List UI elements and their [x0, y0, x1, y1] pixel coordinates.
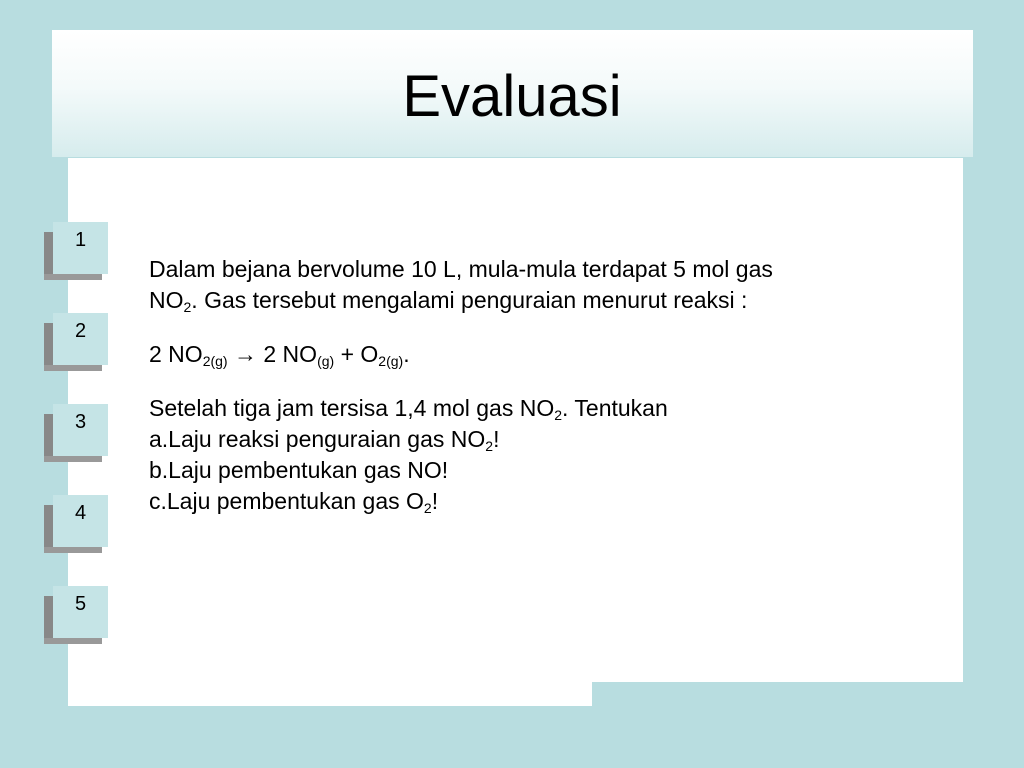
nav-shadow [44, 505, 53, 553]
question-c: c.Laju pembentukan gas $O_2$! [149, 488, 439, 516]
nav-box[interactable] [53, 495, 108, 547]
nav-shadow [44, 456, 102, 462]
nav-box[interactable] [53, 586, 108, 638]
content-panel-extension [68, 660, 592, 706]
nav-label: 2 [74, 320, 87, 342]
nav-box[interactable] [53, 222, 108, 274]
nav-label: 4 [74, 502, 87, 524]
nav-box[interactable] [53, 313, 108, 365]
slide-title: Evaluasi [402, 64, 622, 129]
question-a: a.Laju reaksi penguraian gas $NO_2$! [149, 426, 500, 454]
nav-label: 1 [74, 229, 87, 251]
reaction-equation: 2 $NO_{2(g)} \to 2$ $NO_{(g)} + O_{2(g)}$. [149, 341, 410, 369]
problem-intro-line-2: $NO_2$. Gas tersebut mengalami penguraian menurut reaksi : [149, 287, 748, 315]
nav-box[interactable] [53, 404, 108, 456]
nav-shadow [44, 414, 53, 462]
nav-item-4[interactable] [44, 495, 108, 553]
problem-text [149, 254, 949, 517]
nav-shadow [44, 596, 53, 644]
nav-shadow [44, 547, 102, 553]
nav-label: 3 [74, 411, 87, 433]
arrow-icon: → [233, 341, 257, 367]
nav-label: 5 [74, 593, 87, 615]
nav-shadow [44, 232, 53, 280]
nav-item-2[interactable] [44, 313, 108, 371]
nav-shadow [44, 323, 53, 371]
nav-item-1[interactable] [44, 222, 108, 280]
problem-intro-line-1: Dalam bejana bervolume 10 L, mula-mula terdapat 5 mol gas [149, 256, 773, 282]
nav-shadow [44, 365, 102, 371]
problem-condition: Setelah tiga jam tersisa 1,4 mol gas $NO_2$. Tentukan [149, 395, 668, 423]
question-b: b.Laju pembentukan gas NO! [149, 457, 449, 483]
nav-shadow [44, 638, 102, 644]
nav-item-3[interactable] [44, 404, 108, 462]
nav-item-5[interactable] [44, 586, 108, 644]
nav-shadow [44, 274, 102, 280]
